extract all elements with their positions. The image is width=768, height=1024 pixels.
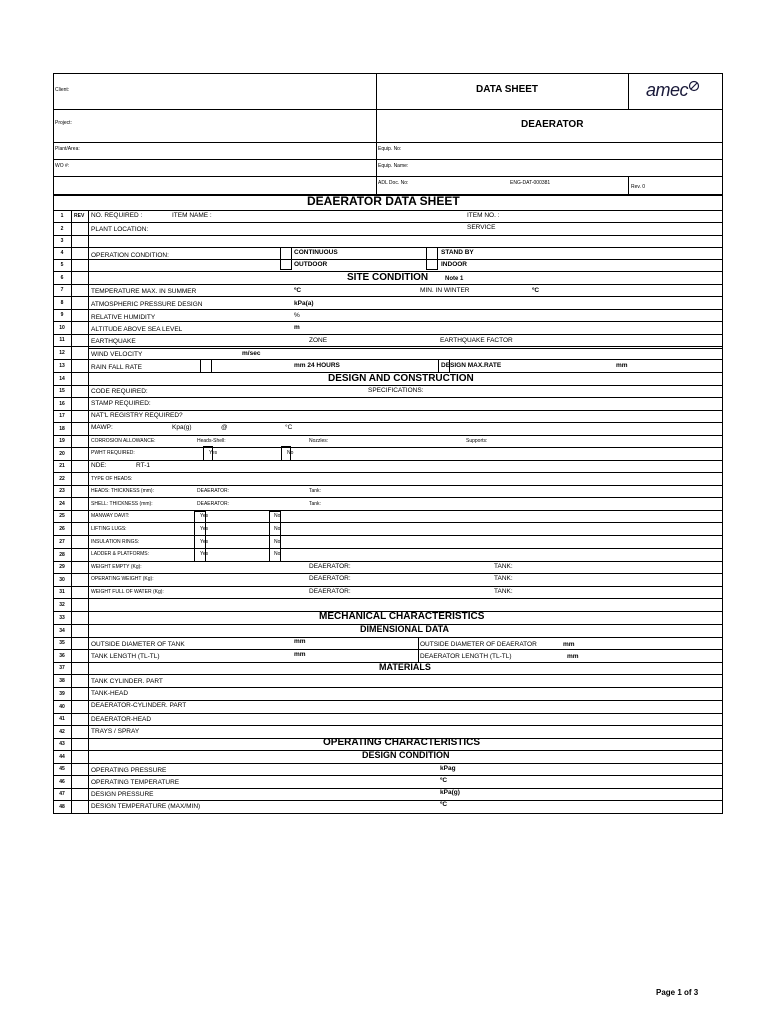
row-number: 17 [59,413,65,419]
operation-condition-label: OPERATION CONDITION: [91,252,169,259]
row-divider [53,284,723,285]
row-divider [53,247,723,248]
title-line [53,210,723,211]
row-number: 30 [59,577,65,583]
project-label: Project: [55,120,72,126]
row-number: 43 [59,741,65,747]
row-number: 9 [60,312,64,318]
row-number: 20 [59,451,65,457]
row-number: 24 [59,501,65,507]
rain-fall-rate-label: RAIN FALL RATE [91,364,142,371]
page-number: Page 1 of 3 [656,988,699,997]
plant-area-label: Plant/Area: [55,146,80,152]
row-divider [53,296,723,297]
row-number: 1 [60,213,64,219]
doc-number: ENG-DAT-000381 [510,180,551,186]
row-number: 31 [59,589,65,595]
row-number: 46 [59,779,65,785]
mm-unit: mm [616,362,628,369]
row-divider [53,800,723,801]
row-divider [53,813,723,814]
row-divider [53,674,723,675]
mm-unit: mm [294,638,306,645]
percent-unit: % [294,312,300,319]
rt1-value: RT-1 [136,462,150,469]
design-pressure-label: DESIGN PRESSURE [91,791,154,798]
row-number: 47 [59,791,65,797]
deaerator-weight-label: DEAERATOR: [309,563,351,570]
row-number: 14 [59,376,65,382]
atm-pressure-label: ATMOSPHERIC PRESSURE DESIGN [91,301,203,308]
row-divider [53,535,723,536]
yes-option: Yes [200,551,209,557]
row-number: 4 [60,250,64,256]
item-no-label: ITEM NO. : [467,212,500,219]
row-divider [53,460,723,461]
row-divider [53,422,723,423]
altitude-label: ALTITUDE ABOVE SEA LEVEL [91,326,183,333]
row-number: 19 [59,438,65,444]
continuous-label: CONTINUOUS [294,249,338,256]
note-1: Note 1 [445,276,464,282]
mm-unit: mm [567,653,579,660]
row-divider [53,788,723,789]
row-divider [53,309,723,310]
row-number: 34 [59,628,65,634]
plant-location-label: PLANT LOCATION: [91,226,149,233]
weight-empty-label: WEIGHT EMPTY (Kg): [91,564,142,570]
wind-velocity-label: WIND VELOCITY [91,351,143,358]
trays-spray-label: TRAYS / SPRAY [91,728,140,735]
corrosion-allowance-label: CORROSION ALLOWANCE: [91,438,156,444]
nde-label: NDE: [91,462,107,469]
row-divider [53,687,723,688]
double-line [88,348,723,349]
header-line [53,109,723,110]
row-divider [53,725,723,726]
design-condition-heading: DESIGN CONDITION [362,750,450,760]
yes-option: Yes [200,513,209,519]
supports-label: Supports: [466,438,488,444]
data-sheet-title: DATA SHEET [476,84,539,95]
row-divider [53,510,723,511]
row-divider [53,573,723,574]
main-title: DEAERATOR DATA SHEET [307,194,460,208]
deaerator-weight-label: DEAERATOR: [309,575,351,582]
manway-davit-label: MANWAY DAVIT: [91,513,130,519]
no-option: No [274,551,281,557]
row-number: 26 [59,526,65,532]
row-number: 29 [59,564,65,570]
row-number: 13 [59,363,65,369]
row-divider [53,598,723,599]
row-number: 18 [59,426,65,432]
outdoor-label: OUTDOOR [294,261,328,268]
od-deaerator-label: OUTSIDE DIAMETER OF DEAERATOR [420,641,537,648]
degc-unit: ºC [440,801,448,808]
indoor-label: INDOOR [441,261,467,268]
no-option: No [287,450,294,456]
tank-cylinder-label: TANK CYLINDER. PART [91,678,163,685]
degc-unit: ºC [532,287,540,294]
row-divider [53,346,723,347]
design-max-rate-label: DESIGN MAX.RATE [441,362,502,369]
rev-label: Rev. 0 [631,184,646,190]
mm-24-hours-unit: mm 24 HOURS [294,362,340,369]
continuous-checkbox[interactable] [280,247,292,270]
row-divider [53,485,723,486]
lifting-lugs-label: LIFTING LUGS: [91,526,127,532]
row-divider [53,222,723,223]
row-number: 27 [59,539,65,545]
operating-pressure-label: OPERATING PRESSURE [91,767,167,774]
row-number: 16 [59,401,65,407]
design-temperature-label: DESIGN TEMPERATURE (MAX/MIN) [91,803,201,810]
amec-logo-icon [688,80,700,92]
item-name-label: ITEM NAME : [172,212,212,219]
materials-heading: MATERIALS [379,662,431,672]
no-option: No [274,526,281,532]
tank-head-label: TANK-HEAD [91,690,129,697]
header-line [53,142,723,143]
header-line [53,159,723,160]
earthquake-label: EARTHQUAKE [91,338,136,345]
row-number: 38 [59,678,65,684]
rev-divider [628,176,629,195]
amec-logo: amec [646,80,700,101]
mm-unit: mm [563,641,575,648]
row-number: 11 [59,337,65,343]
row-number: 42 [59,729,65,735]
equip-name-label: Equip. Name: [378,163,409,169]
row-number: 10 [59,325,65,331]
tank-weight-label: TANK: [494,563,513,570]
row-divider [53,561,723,562]
tank-length-label: TANK LENGTH (TL-TL) [91,653,160,660]
at-sign: @ [221,424,228,431]
row-divider [53,775,723,776]
mawp-label: MAWP: [91,424,113,431]
row-divider [53,586,723,587]
stamp-required-label: STAMP REQUIRED: [91,400,151,407]
no-option: No [274,539,281,545]
deaerator-title: DEAERATOR [521,119,584,130]
rev-column-header: REV [74,213,85,219]
kpa-g-unit: kPa(g) [440,789,460,796]
rain-fall-input-box[interactable] [200,359,212,373]
insulation-rings-label: INSULATION RINGS: [91,539,140,545]
kpag-unit: kPag [440,765,456,772]
nozzles-label: Nozzles: [309,438,329,444]
logo-divider [628,73,629,109]
row-divider [53,637,723,638]
row-divider [53,447,723,448]
tank-label: Tank: [309,488,321,494]
num-column-divider [71,210,72,814]
specifications-label: SPECIFICATIONS: [368,387,424,394]
row-number: 23 [59,488,65,494]
row-divider [53,334,723,335]
temp-max-summer-label: TEMPERATURE MAX. IN SUMMER [91,288,197,295]
row-number: 21 [59,463,65,469]
row-number: 37 [59,665,65,671]
row-divider [53,385,723,386]
degc-unit: ºC [294,287,302,294]
row-number: 32 [59,602,65,608]
code-required-label: CODE REQUIRED: [91,388,148,395]
yes-option: Yes [200,526,209,532]
heads-thickness-label: HEADS: THICKNESS (mm): [91,488,154,494]
no-option: No [274,513,281,519]
pwht-required-label: PWHT REQUIRED: [91,450,135,456]
heads-shell-label: Heads-Shell: [197,438,226,444]
deaerator-label: DEAERATOR: [197,488,230,494]
row-number: 35 [59,640,65,646]
deaerator-cylinder-label: DEAERATOR-CYLINDER. PART [91,702,187,709]
row-number: 2 [60,226,64,232]
row-number: 3 [60,238,64,244]
site-condition-heading: SITE CONDITION [347,272,429,283]
row-number: 48 [59,804,65,810]
row-number: 22 [59,476,65,482]
mechanical-characteristics-heading: MECHANICAL CHARACTERISTICS [319,611,485,622]
rev-column-divider [88,210,89,814]
row-number: 6 [60,275,64,281]
humidity-label: RELATIVE HUMIDITY [91,314,156,321]
row-number: 41 [59,716,65,722]
mm-unit: mm [294,651,306,658]
operating-characteristics-heading: OPERATING CHARACTERISTICS [323,737,481,748]
row-number: 45 [59,766,65,772]
row-divider [53,763,723,764]
meter-unit: m [294,324,300,331]
stand-by-label: STAND BY [441,249,474,256]
msec-unit: m/sec [242,350,261,357]
row-divider [53,497,723,498]
row-number: 28 [59,552,65,558]
row-number: 8 [60,300,64,306]
row-divider [53,359,723,360]
deaerator-length-label: DEAERATOR LENGTH (TL-TL) [420,653,512,660]
min-winter-label: MIN. IN WINTER [420,287,470,294]
row-number: 12 [59,350,65,356]
stand-by-checkbox[interactable] [426,247,438,270]
row-divider [53,522,723,523]
header-line [53,176,723,177]
client-label: Client: [55,87,70,93]
row-number: 7 [60,287,64,293]
degc-unit: ºC [440,777,448,784]
row-number: 39 [59,691,65,697]
deaerator-weight-label: DEAERATOR: [309,588,351,595]
row-divider [53,435,723,436]
yes-option: Yes [200,539,209,545]
row-divider [53,548,723,549]
od-tank-label: OUTSIDE DIAMETER OF TANK [91,641,185,648]
operating-weight-label: OPERATING WEIGHT (Kg): [91,576,154,582]
row-divider [53,472,723,473]
row-divider [53,700,723,701]
zone-label: ZONE [309,337,328,344]
dimensional-divider [418,637,419,662]
tank-weight-label: TANK: [494,588,513,595]
row-number: 44 [59,754,65,760]
wo-label: WO #: [55,163,70,169]
kpag-unit: Kpa(g) [172,424,192,431]
weight-full-water-label: WEIGHT FULL OF WATER (Kg): [91,589,164,595]
row-divider [53,410,723,411]
row-number: 40 [59,704,65,710]
no-required-label: NO. REQUIRED : [91,212,143,219]
equip-no-label: Equip. No: [378,146,402,152]
row-number: 36 [59,653,65,659]
row-divider [53,235,723,236]
row-number: 33 [59,615,65,621]
row-divider [53,397,723,398]
earthquake-factor-label: EARTHQUAKE FACTOR [440,337,513,344]
type-of-heads-label: TYPE OF HEADS: [91,476,133,482]
deaerator-label: DEAERATOR: [197,501,230,507]
yes-option: Yes [209,450,218,456]
row-number: 25 [59,513,65,519]
degc-unit: °C [285,424,293,431]
row-number: 15 [59,388,65,394]
tank-label: Tank: [309,501,321,507]
deaerator-head-label: DEAERATOR-HEAD [91,716,152,723]
ladder-platforms-label: LADDER & PLATFORMS: [91,551,149,557]
service-label: SERVICE [467,224,496,231]
tank-weight-label: TANK: [494,575,513,582]
row-divider [53,649,723,650]
shell-thickness-label: SHELL: THICKNESS (mm): [91,501,153,507]
operating-temperature-label: OPERATING TEMPERATURE [91,779,180,786]
row-number: 5 [60,262,64,268]
design-construction-heading: DESIGN AND CONSTRUCTION [328,373,474,384]
row-divider [53,713,723,714]
kpa-a-unit: kPa(a) [294,300,314,307]
adl-doc-label: ADL Doc. No: [378,180,409,186]
dimensional-data-heading: DIMENSIONAL DATA [360,624,449,634]
natl-registry-label: NAT'L REGISTRY REQUIRED? [91,412,183,419]
